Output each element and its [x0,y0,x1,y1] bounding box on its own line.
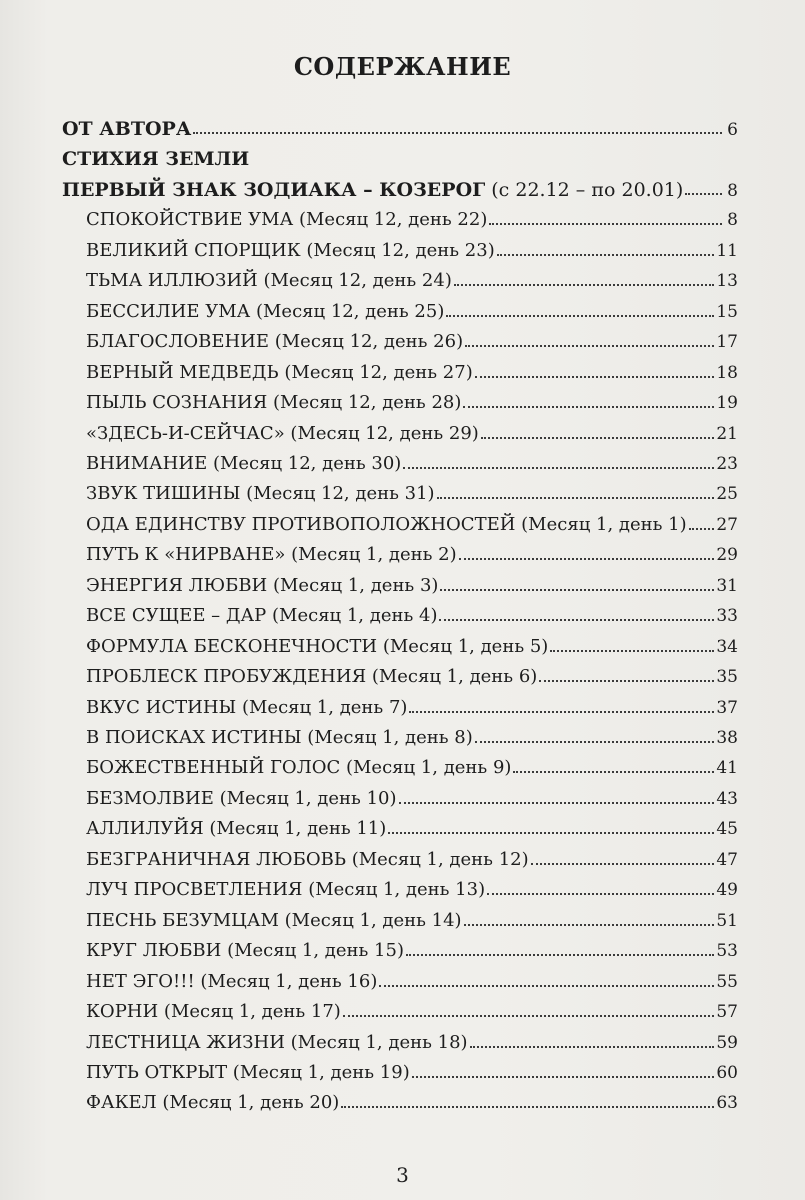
toc-entry [86,328,738,356]
toc-page-number: 27 [716,514,738,535]
toc-entry-title [62,176,683,204]
page-number: 3 [396,1163,409,1187]
dot-leader [406,953,714,956]
toc-page-number: 41 [716,758,738,779]
toc-entry-heading: ПЫЛЬ СОЗНАНИЯ (Месяц 12, день 28) [86,392,462,414]
toc-entry-heading: БОЖЕСТВЕННЫЙ ГОЛОС (Месяц 1, день 9) [86,757,512,779]
page-title: СОДЕРЖАНИЕ [293,52,512,81]
toc-page-number: 8 [727,210,738,231]
toc-entry-title [86,815,386,843]
toc-entry [86,602,738,630]
toc-entry-title [62,115,191,143]
toc-entry-title [86,1059,410,1087]
toc-entry [86,420,738,448]
toc-entry [86,785,738,813]
toc-entry [62,115,738,143]
toc-entry-title [86,663,537,691]
toc-entry-title [86,237,495,265]
toc-page-number: 49 [716,880,738,901]
dot-leader [341,1105,714,1108]
toc-entry-title [86,450,401,478]
toc-page-number: 35 [716,667,738,688]
toc-entry [86,511,738,539]
toc-page-number: 60 [716,1062,738,1083]
toc-entry-heading: ФАКЕЛ (Месяц 1, день 20) [86,1092,340,1114]
dot-leader [550,649,714,652]
dot-leader [399,801,715,804]
toc-entry-title [86,328,463,356]
toc-entry [86,968,738,996]
toc-page-number: 11 [716,240,738,261]
toc-entry-title [86,1029,468,1057]
toc-entry-title [86,1089,339,1117]
dot-leader [475,375,715,378]
dot-leader [454,283,715,286]
toc-entry-heading: БЕССИЛИЕ УМА (Месяц 12, день 25) [86,300,445,322]
toc-entry-title [86,298,444,326]
toc-entry-title [86,420,479,448]
toc-entry-heading: «ЗДЕСЬ-И-СЕЙЧАС» (Месяц 12, день 29) [86,422,479,444]
dot-leader [481,436,715,439]
toc-entry-heading: ОТ АВТОРА [62,118,192,140]
dot-leader [251,163,722,164]
dot-leader [343,1014,715,1017]
toc-entry-title [86,359,473,387]
toc-page-number: 25 [716,484,738,505]
toc-entry-heading: ТЬМА ИЛЛЮЗИЙ (Месяц 12, день 24) [86,270,452,292]
toc-page-number: 59 [716,1032,738,1053]
toc-entry-heading: ПЕСНЬ БЕЗУМЦАМ (Месяц 1, день 14) [86,909,462,931]
toc-entry-heading: ФОРМУЛА БЕСКОНЕЧНОСТИ (Месяц 1, день 5) [86,635,549,657]
toc-entry [86,846,738,874]
toc-page-number: 45 [716,819,738,840]
toc-entry-title [86,602,437,630]
toc-entry-heading: КОРНИ (Месяц 1, день 17) [86,1001,341,1023]
toc-entry [86,206,738,234]
toc-entry-heading: ВНИМАНИЕ (Месяц 12, день 30) [86,452,402,474]
toc-page-number: 8 [727,180,738,201]
toc-entry [86,633,738,661]
dot-leader [409,710,714,713]
toc-entry [62,145,738,173]
toc-page-number: 57 [716,1002,738,1023]
toc-page-number: 29 [716,545,738,566]
dot-leader [539,679,714,682]
toc-entry [86,450,738,478]
toc-page-number: 17 [716,332,738,353]
dot-leader [531,862,715,865]
toc-entry [86,572,738,600]
toc-page-number: 19 [716,393,738,414]
toc-entry-heading: НЕТ ЭГО!!! (Месяц 1, день 16) [86,970,378,992]
toc-entry-heading: ПУТЬ ОТКРЫТ (Месяц 1, день 19) [86,1061,410,1083]
dot-leader [459,557,715,560]
toc-entry-heading: ВКУС ИСТИНЫ (Месяц 1, день 7) [86,696,408,718]
toc-entry-title [86,846,529,874]
toc-entry-title [86,267,452,295]
toc-entry-heading: ВЕЛИКИЙ СПОРЩИК (Месяц 12, день 23) [86,239,495,261]
toc-entry [86,815,738,843]
dot-leader [403,466,714,469]
toc-entry-dates: (с 22.12 – по 20.01) [485,178,684,201]
toc-page-number: 37 [716,697,738,718]
toc-entry [86,1059,738,1087]
toc-entry [86,907,738,935]
toc-entry-heading: СПОКОЙСТВИЕ УМА (Месяц 12, день 22) [86,209,488,231]
toc-entry-heading: ВЕРНЫЙ МЕДВЕДЬ (Месяц 12, день 27) [86,361,473,383]
dot-leader [388,831,714,834]
toc-entry-heading: БЕЗМОЛВИЕ (Месяц 1, день 10) [86,787,397,809]
toc-entry-title [86,754,511,782]
toc-entry-heading: ЭНЕРГИЯ ЛЮБВИ (Месяц 1, день 3) [86,574,439,596]
toc-entry [86,237,738,265]
dot-leader [439,618,714,621]
toc-entry-title [86,480,435,508]
toc-entry-title [86,907,462,935]
dot-leader [497,253,715,256]
toc-entry-heading: КРУГ ЛЮБВИ (Месяц 1, день 15) [86,940,404,962]
toc-entry-title [86,694,407,722]
toc-page-number: 6 [727,120,738,140]
dot-leader [440,588,714,591]
toc-entry [86,754,738,782]
toc-page-number: 33 [716,606,738,627]
toc-entry-title [86,785,397,813]
toc-page-number: 55 [716,971,738,992]
toc-entry-title [86,968,377,996]
toc-entry-title [86,572,438,600]
toc-page-number: 18 [716,362,738,383]
toc-entry-heading: БЕЗГРАНИЧНАЯ ЛЮБОВЬ (Месяц 1, день 12) [86,848,529,870]
toc-entry-title [86,633,548,661]
toc-entry [86,998,738,1026]
dot-leader [446,314,714,317]
toc-entry-title [86,876,485,904]
toc-page-number: 13 [716,271,738,292]
dot-leader [685,192,722,195]
toc-page-number: 43 [716,788,738,809]
toc-page-number: 21 [716,423,738,444]
toc-entry-heading: В ПОИСКАХ ИСТИНЫ (Месяц 1, день 8) [86,727,473,748]
toc-entry [86,1029,738,1057]
toc-page-number: 53 [716,941,738,962]
dot-leader [463,405,714,408]
toc-entry [86,541,738,569]
toc-entry-heading: ПРОБЛЕСК ПРОБУЖДЕНИЯ (Месяц 1, день 6) [86,666,538,688]
toc-entry-title [86,541,457,569]
dot-leader [437,496,715,499]
toc-entry-title [86,937,404,965]
toc-entry [86,389,738,417]
toc-entry [86,694,738,722]
toc-entry-heading: ПЕРВЫЙ ЗНАК ЗОДИАКА – КОЗЕРОГ [62,178,486,201]
toc-entry-heading: ЛУЧ ПРОСВЕТЛЕНИЯ (Месяц 1, день 13) [86,879,486,901]
toc-page-number: 51 [716,910,738,931]
toc-page-number: 38 [716,728,738,748]
toc-page-number: 31 [716,575,738,596]
toc-entry-title [86,389,461,417]
toc-entry-heading: ОДА ЕДИНСТВУ ПРОТИВОПОЛОЖНОСТЕЙ (Месяц 1, день 1) [86,513,687,535]
dot-leader [464,923,715,926]
dot-leader [193,131,722,134]
toc-entry [86,1089,738,1117]
toc-entry-title [86,998,341,1026]
toc-entry [86,359,738,387]
dot-leader [487,892,714,895]
toc-page-number: 34 [716,636,738,657]
toc-entry-heading: ЗВУК ТИШИНЫ (Месяц 12, день 31) [86,483,435,505]
toc-entry [86,937,738,965]
toc-entry [86,267,738,295]
toc-entry-heading: СТИХИЯ ЗЕМЛИ [62,148,250,171]
toc-entry-heading: БЛАГОСЛОВЕНИЕ (Месяц 12, день 26) [86,331,464,353]
toc-page-number: 63 [716,1093,738,1114]
toc-entry-heading: ПУТЬ К «НИРВАНЕ» (Месяц 1, день 2) [86,544,457,566]
toc-entry-title [86,511,687,539]
dot-leader [379,984,714,987]
toc-entry-heading: ВСЕ СУЩЕЕ – ДАР (Месяц 1, день 4) [86,605,438,627]
toc-entry-title [86,206,487,234]
toc-entry [86,876,738,904]
toc-entry-heading: АЛЛИЛУЙЯ (Месяц 1, день 11) [86,818,387,840]
dot-leader [689,527,715,530]
toc-entry [86,298,738,326]
dot-leader [513,770,714,773]
dot-leader [465,344,714,347]
toc-entry-title [86,724,473,752]
toc-entry [86,663,738,691]
toc-entry-title [62,145,249,173]
dot-leader [470,1045,715,1048]
toc-page-number: 47 [716,849,738,870]
toc-page-number: 23 [716,453,738,474]
toc-entry [86,480,738,508]
dot-leader [412,1075,715,1078]
toc-page-number: 15 [716,301,738,322]
toc-entry [86,724,738,752]
dot-leader [475,740,715,743]
toc-entry-heading: ЛЕСТНИЦА ЖИЗНИ (Месяц 1, день 18) [86,1031,468,1053]
toc-entry [62,176,738,204]
dot-leader [489,222,722,225]
